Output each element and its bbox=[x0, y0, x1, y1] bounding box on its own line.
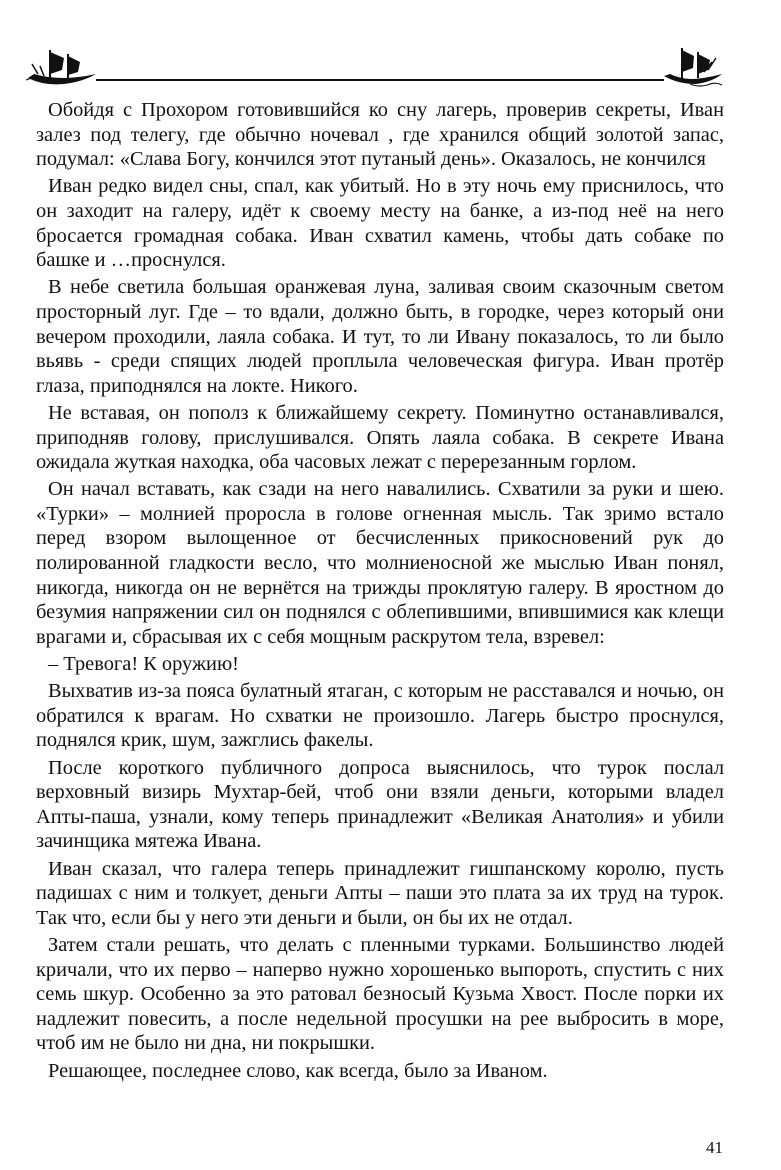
ship-right-icon bbox=[660, 44, 724, 90]
page-header bbox=[24, 44, 724, 90]
paragraph: Затем стали решать, что делать с пленными турками. Большинство людей кричали, что их перво – наперво нужно хорошенько выпороть, спустить с них семь шкур. Особенно за это ратовал безносый Кузьма Хвост. После порки их надлежит повесить, а после недельной просушки на рее выбросить в море, чтоб им не было ни дна, ни покрышки. bbox=[36, 933, 724, 1055]
paragraph: Иван сказал, что галера теперь принадлежит гишпанскому королю, пусть падишах с ним и толкует, деньги Апты – паши это плата за их труд на турок. Так что, если бы у него эти деньги и были, он бы их не отдал. bbox=[36, 857, 724, 929]
paragraph: Выхватив из-за пояса булатный ятаган, с которым не расставался и ночью, он обратился к врагам. Но схватки не произошло. Лагерь быстро проснулся, поднялся крик, шум, зажглись факелы. bbox=[36, 680, 724, 752]
body-text bbox=[36, 98, 724, 1086]
paragraph: Обойдя с Прохором готовившийся ко сну лагерь, проверив секреты, Иван залез под телегу, где обычно ночевал , где хранился общий золотой запас, подумал: «Слава Богу, кончился этот путаный день». Оказалось, не кончился bbox=[36, 99, 724, 171]
paragraph: Иван редко видел сны, спал, как убитый. Но в эту ночь ему приснилось, что он заходит на галеру, идёт к своему месту на банке, а из-под неё на него бросается громадная собака. Иван схватил камень, чтобы дать собаке по башке и …проснулся. bbox=[36, 175, 724, 272]
page-number: 41 bbox=[706, 1138, 723, 1157]
ship-left-icon bbox=[24, 44, 102, 88]
paragraph: После короткого публичного допроса выяснилось, что турок послал верховный визирь Мухтар-бей, чтоб они взяли деньги, которыми владел Апты-паша, узнали, кому теперь принадлежит «Великая Анатолия» и убили зачинщика мятежа Ивана. bbox=[36, 756, 724, 853]
paragraph: – Тревога! К оружию! bbox=[48, 653, 239, 676]
paragraph: Не вставая, он пополз к ближайшему секрету. Поминутно останавливался, приподняв голову, прислушивался. Опять лаяла собака. В секрете Ивана ожидала жуткая находка, оба часовых лежат с перерезанным горлом. bbox=[36, 401, 724, 474]
paragraph: Решающее, последнее слово, как всегда, было за Иваном. bbox=[48, 1059, 548, 1082]
paragraph: Он начал вставать, как сзади на него навалились. Схватили за руки и шею. «Турки» – молнией проросла в голове огненная мысль. Так зримо встало перед взором вылощенное от бесчисленных прикосновений рук до полированной гладкости весло, что молниеносной же мыслью Иван понял, никогда, никогда он не вернётся на трижды проклятую галеру. В яростном до безумия напряжении сил он поднялся с облепившими, впившимися как клещи врагами и, сбрасывая их с себя мощным раскрутом тела, взревел: bbox=[36, 478, 724, 648]
header-rule bbox=[96, 79, 664, 81]
paragraph: В небе светила большая оранжевая луна, заливая своим сказочным светом просторный луг. Где – то вдали, должно быть, в городке, через который они вечером проходили, лаяла собака. И тут, то ли Ивану показалось, то ли было вьявь - среди спящих людей проплыла человеческая фигура. Иван протёр глаза, приподнялся на локте. Никого. bbox=[36, 276, 724, 397]
